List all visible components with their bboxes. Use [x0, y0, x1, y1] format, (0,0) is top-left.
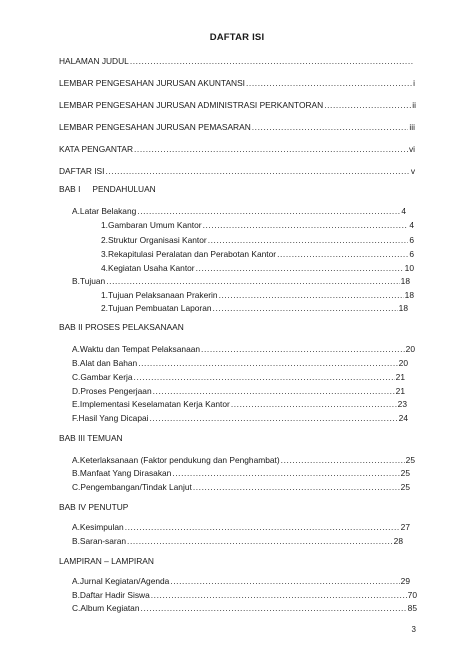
- toc-entry-label: Alat dan Bahan: [79, 358, 138, 368]
- toc-entry-marker: 3.: [101, 249, 108, 259]
- toc-entry-marker: 2.: [101, 303, 108, 313]
- toc-entry-label: LEMBAR PENGESAHAN JURUSAN ADMINISTRASI PERKANTORAN: [59, 100, 324, 110]
- toc-entry-label: Daftar Hadir Siswa: [79, 590, 150, 600]
- chapter-heading-bab-4: BAB IV PENUTUP: [59, 502, 129, 512]
- toc-entry-marker: B.: [72, 276, 80, 286]
- toc-entry-marker: F.: [72, 413, 79, 423]
- toc-entry-page: 29: [400, 576, 410, 586]
- toc-entry-label: KATA PENGANTAR: [59, 144, 133, 154]
- toc-entry-page: 6: [409, 235, 414, 245]
- toc-entry-label: Manfaat Yang Dirasakan: [79, 468, 172, 478]
- toc-entry-label: Tujuan Pelaksanaan Prakerin: [108, 290, 218, 300]
- toc-entry-daftar-isi: [59, 166, 415, 177]
- leader-dots: [137, 206, 400, 217]
- leader-dots: [246, 78, 412, 89]
- toc-entry-page: 25: [400, 482, 410, 492]
- toc-entry-daftar-hadir: [72, 590, 417, 601]
- toc-entry-page: i: [413, 78, 415, 88]
- leader-dots: [125, 522, 400, 533]
- leader-dots: [193, 482, 400, 493]
- toc-subentry-tujuan-prakerin: [101, 290, 414, 301]
- toc-entry-marker: 4.: [101, 263, 108, 273]
- toc-entry-page: vi: [408, 144, 415, 154]
- toc-entry-album-kegiatan: [72, 603, 417, 614]
- leader-dots: [134, 144, 408, 155]
- toc-entry-kata-pengantar: [59, 144, 415, 155]
- toc-entry-label: Proses Pengerjaan: [80, 386, 152, 396]
- page-title: DAFTAR ISI: [209, 32, 265, 43]
- toc-entry-latar-belakang: [72, 206, 406, 217]
- leader-dots: [151, 590, 407, 601]
- leader-dots: [203, 220, 409, 231]
- leader-dots: [138, 358, 397, 369]
- toc-entry-label: Tujuan: [79, 276, 106, 286]
- toc-entry-page: iii: [409, 122, 415, 132]
- toc-entry-page: 25: [400, 468, 410, 478]
- toc-entry-label: Hasil Yang Dicapai: [78, 413, 149, 423]
- toc-entry-page: 70: [407, 590, 417, 600]
- toc-entry-pengesahan-pemasaran: [59, 122, 415, 133]
- toc-entry-label: Rekapitulasi Peralatan dan Perabotan Kantor: [108, 249, 277, 259]
- toc-entry-proses-pengerjaan: [72, 386, 405, 397]
- toc-entry-page: 20: [405, 344, 415, 354]
- toc-entry-label: Struktur Organisasi Kantor: [108, 235, 207, 245]
- toc-entry-label: Pengembangan/Tindak Lanjut: [80, 482, 192, 492]
- toc-entry-alat-bahan: [72, 358, 408, 369]
- toc-entry-page: 4: [409, 220, 414, 230]
- toc-entry-jurnal-kegiatan: [72, 576, 410, 587]
- leader-dots: [170, 576, 399, 587]
- leader-dots: [196, 263, 404, 274]
- toc-entry-marker: D.: [72, 386, 81, 396]
- leader-dots: [219, 290, 404, 301]
- toc-entry-marker: A.: [72, 206, 80, 216]
- toc-entry-marker: 2.: [101, 235, 108, 245]
- toc-entry-pengembangan: [72, 482, 410, 493]
- toc-entry-label: HALAMAN JUDUL: [59, 56, 129, 66]
- toc-entry-tujuan: [72, 276, 410, 287]
- leader-dots: [150, 413, 398, 424]
- toc-entry-label: LEMBAR PENGESAHAN JURUSAN PEMASARAN: [59, 122, 251, 132]
- leader-dots: [201, 344, 405, 355]
- toc-entry-page: v: [410, 166, 415, 176]
- toc-entry-marker: C.: [72, 372, 81, 382]
- toc-entry-page: 85: [407, 603, 417, 613]
- toc-subentry-rekapitulasi: [101, 249, 414, 260]
- leader-dots: [324, 100, 411, 111]
- toc-entry-label: Jurnal Kegiatan/Agenda: [79, 576, 170, 586]
- chapter-heading-lampiran: LAMPIRAN – LAMPIRAN: [59, 556, 154, 566]
- leader-dots: [105, 166, 409, 177]
- toc-subentry-kegiatan-usaha: [101, 263, 414, 274]
- leader-dots: [277, 249, 408, 260]
- toc-entry-label: Keterlaksanaan (Faktor pendukung dan Penghambat): [79, 455, 280, 465]
- toc-entry-page: 18: [404, 290, 414, 300]
- leader-dots: [153, 386, 395, 397]
- toc-entry-marker: B.: [72, 590, 80, 600]
- chapter-title: PENDAHULUAN: [92, 184, 156, 194]
- toc-entry-page: 27: [400, 522, 410, 532]
- toc-entry-marker: A.: [72, 344, 80, 354]
- chapter-number: BAB I: [59, 184, 81, 194]
- toc-entry-label: DAFTAR ISI: [59, 166, 105, 176]
- page-number: 3: [411, 625, 416, 634]
- toc-entry-page: 18: [400, 276, 410, 286]
- toc-entry-marker: A.: [72, 455, 80, 465]
- toc-entry-marker: C.: [72, 482, 81, 492]
- toc-entry-label: Album Kegiatan: [80, 603, 140, 613]
- toc-entry-label: Tujuan Pembuatan Laporan: [108, 303, 212, 313]
- leader-dots: [106, 276, 399, 287]
- toc-entry-page: 28: [393, 536, 403, 546]
- leader-dots: [252, 122, 409, 133]
- toc-entry-page: 6: [409, 249, 414, 259]
- leader-dots: [130, 56, 414, 67]
- leader-dots: [134, 372, 395, 383]
- toc-entry-label: Saran-saran: [79, 536, 127, 546]
- chapter-heading-bab-3: BAB III TEMUAN: [59, 433, 123, 443]
- toc-entry-page: 25: [405, 455, 415, 465]
- toc-entry-hasil-dicapai: [72, 413, 408, 424]
- toc-entry-keterlaksanaan: [72, 455, 415, 466]
- toc-entry-label: Latar Belakang: [79, 206, 137, 216]
- toc-entry-marker: 1.: [101, 220, 108, 230]
- leader-dots: [172, 468, 399, 479]
- toc-entry-label: LEMBAR PENGESAHAN JURUSAN AKUNTANSI: [59, 78, 245, 88]
- toc-subentry-gambaran-umum: [101, 220, 414, 231]
- toc-entry-marker: B.: [72, 468, 80, 478]
- toc-entry-page: 10: [404, 263, 414, 273]
- toc-entry-halaman-judul: [59, 56, 415, 67]
- toc-entry-page: 24: [398, 413, 408, 423]
- toc-subentry-struktur-organisasi: [101, 235, 414, 246]
- toc-entry-waktu-tempat: [72, 344, 415, 355]
- toc-entry-marker: C.: [72, 603, 81, 613]
- toc-entry-pengesahan-administrasi: [59, 100, 416, 111]
- leader-dots: [231, 399, 397, 410]
- toc-entry-marker: A.: [72, 522, 80, 532]
- toc-entry-gambar-kerja: [72, 372, 405, 383]
- leader-dots: [213, 303, 398, 314]
- toc-entry-page: 20: [398, 358, 408, 368]
- toc-entry-manfaat: [72, 468, 410, 479]
- leader-dots: [127, 536, 393, 547]
- toc-entry-page: 23: [397, 399, 407, 409]
- toc-entry-marker: B.: [72, 358, 80, 368]
- toc-entry-label: Gambaran Umum Kantor: [108, 220, 202, 230]
- toc-entry-marker: B.: [72, 536, 80, 546]
- toc-entry-pengesahan-akuntansi: [59, 78, 415, 89]
- toc-entry-page: 21: [395, 386, 405, 396]
- toc-entry-implementasi-k3: [72, 399, 407, 410]
- toc-subentry-tujuan-laporan: [101, 303, 408, 314]
- toc-entry-page: 18: [398, 303, 408, 313]
- chapter-heading-bab-2: BAB II PROSES PELAKSANAAN: [59, 322, 184, 332]
- toc-entry-kesimpulan: [72, 522, 410, 533]
- toc-entry-marker: E.: [72, 399, 80, 409]
- toc-entry-label: Implementasi Keselamatan Kerja Kantor: [79, 399, 230, 409]
- leader-dots: [208, 235, 409, 246]
- toc-entry-marker: A.: [72, 576, 80, 586]
- toc-entry-label: Gambar Kerja: [80, 372, 133, 382]
- toc-entry-page: ii: [412, 100, 416, 110]
- toc-entry-label: Kegiatan Usaha Kantor: [108, 263, 195, 273]
- leader-dots: [281, 455, 405, 466]
- toc-entry-marker: 1.: [101, 290, 108, 300]
- toc-entry-page: 4: [401, 206, 406, 216]
- toc-entry-page: 21: [395, 372, 405, 382]
- leader-dots: [141, 603, 407, 614]
- toc-entry-saran: [72, 536, 403, 547]
- chapter-heading-bab-1: [59, 184, 156, 195]
- toc-entry-label: Kesimpulan: [79, 522, 124, 532]
- toc-entry-label: Waktu dan Tempat Pelaksanaan: [79, 344, 201, 354]
